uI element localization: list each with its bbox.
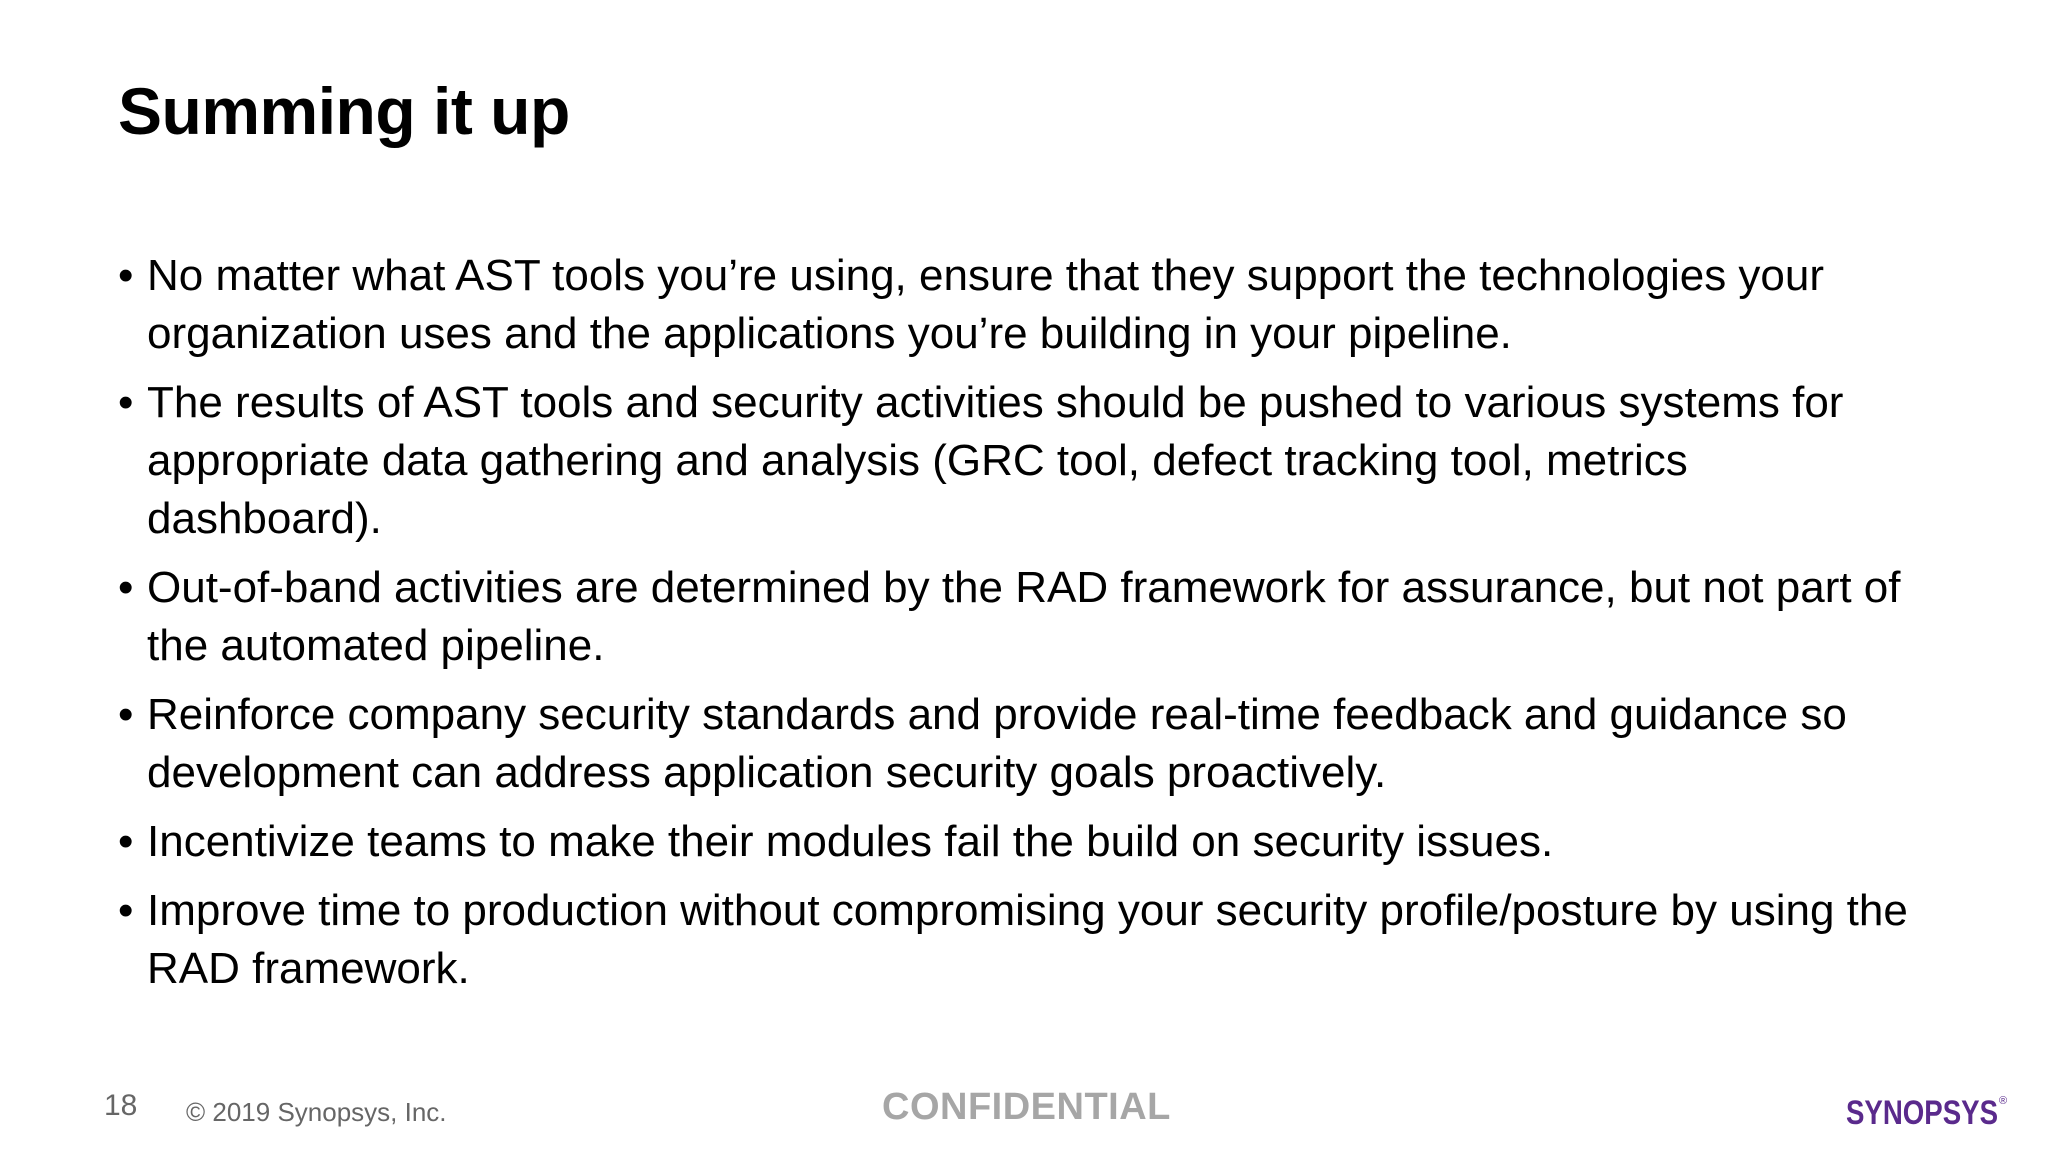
slide-title: Summing it up <box>118 74 570 148</box>
bullet-text: Improve time to production without compromising your security profile/posture by using the RAD framework. <box>147 886 1908 993</box>
bullet-item <box>118 374 1928 548</box>
bullet-list <box>118 247 1928 998</box>
bullet-item <box>118 559 1928 675</box>
slide-footer <box>0 1080 2048 1140</box>
copyright-notice: © 2019 Synopsys, Inc. <box>186 1097 447 1127</box>
confidential-label: CONFIDENTIAL <box>882 1086 1171 1128</box>
bullet-point-icon: • <box>118 690 134 739</box>
bullet-text: Incentivize teams to make their modules fail the build on security issues. <box>147 817 1554 866</box>
bullet-text: Out-of-band activities are determined by the RAD framework for assurance, but not part of the automated pipeline. <box>147 563 1901 670</box>
bullet-point-icon: • <box>118 563 134 612</box>
page-number: 18 <box>104 1089 138 1122</box>
bullet-point-icon: • <box>118 251 134 300</box>
bullet-item <box>118 686 1928 802</box>
logo-wordmark: SYNOPSYS <box>1846 1094 1998 1132</box>
bullet-text: The results of AST tools and security activities should be pushed to various systems for appropriate data gathering and analysis (GRC tool, defect tracking tool, metrics dashboard). <box>147 378 1844 543</box>
bullet-item <box>118 813 1928 871</box>
synopsys-logo <box>1846 1084 2011 1136</box>
registered-trademark-mark: ® <box>1999 1095 2008 1107</box>
bullet-point-icon: • <box>118 886 134 935</box>
bullet-text: No matter what AST tools you’re using, ensure that they support the technologies your organization uses and the applications you’re building in your pipeline. <box>147 251 1825 358</box>
bullet-point-icon: • <box>118 378 134 427</box>
bullet-item <box>118 247 1928 363</box>
bullet-item <box>118 882 1928 998</box>
bullet-point-icon: • <box>118 817 134 866</box>
bullet-text: Reinforce company security standards and provide real-time feedback and guidance so development can address application security goals proactively. <box>147 690 1847 797</box>
